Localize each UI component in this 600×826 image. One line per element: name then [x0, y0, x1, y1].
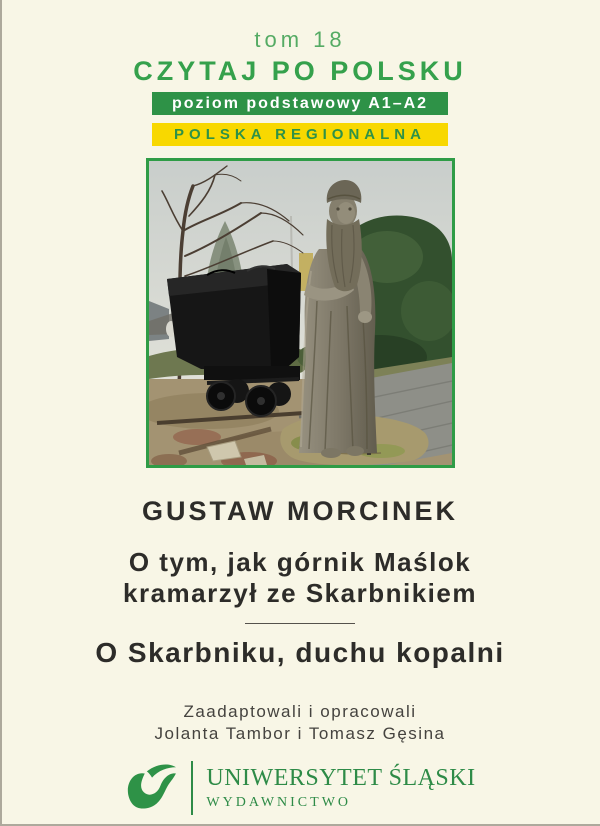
foot: [346, 446, 364, 456]
second-title: O Skarbniku, duchu kopalni: [95, 637, 505, 668]
title-line-1: O tym, jak górnik Maślok: [128, 547, 472, 577]
series-volume: tom 18: [254, 27, 346, 52]
publisher-logo: [0, 761, 600, 815]
publisher-name: UNIWERSYTET ŚLĄSKI: [206, 765, 476, 791]
level-bar-label: poziom podstawowy A1–A2: [171, 95, 429, 112]
author-name: GUSTAW MORCINEK: [142, 496, 458, 526]
level-bar: [152, 92, 448, 115]
hand-on-staff: [358, 311, 372, 323]
cover-photo-skarbnik-statue: [146, 158, 455, 468]
adapters-line-2: Jolanta Tambor i Tomasz Gęsina: [154, 724, 446, 743]
foot: [321, 448, 341, 458]
eye: [336, 207, 339, 210]
adapters-line-1: Zaadaptowali i opracowali: [183, 702, 417, 721]
adapters-credit: [0, 701, 600, 745]
category-bar: [152, 123, 448, 146]
publisher-text: [206, 765, 475, 811]
category-bar-label: POLSKA REGIONALNA: [174, 126, 426, 143]
statue-photo-illustration: [149, 161, 452, 465]
title-line-2: kramarzył ze Skarbnikiem: [123, 578, 477, 608]
us-monogram-icon: [124, 763, 178, 813]
logo-separator: [191, 761, 193, 815]
eye: [348, 207, 351, 210]
title-divider: [245, 623, 355, 624]
series-title: CZYTAJ PO POLSKU: [133, 56, 467, 86]
publisher-dept: WYDAWNICTWO: [206, 795, 352, 810]
book-title: [0, 547, 600, 609]
face: [337, 202, 355, 224]
